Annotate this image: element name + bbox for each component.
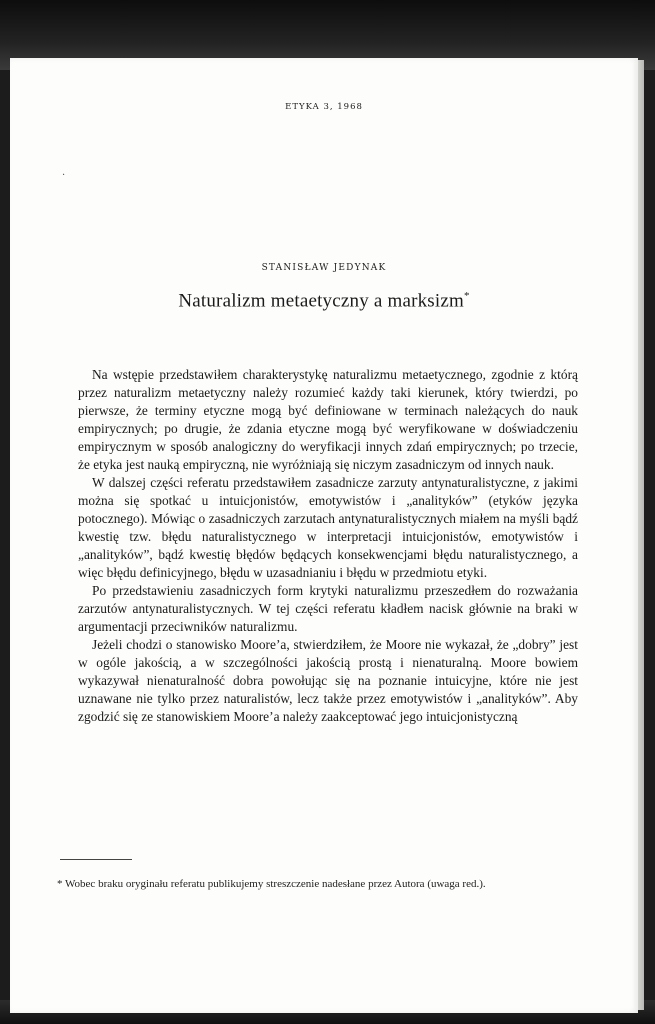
- footnote-marker: *: [463, 290, 470, 302]
- book-page: [10, 58, 638, 1013]
- article-title-text: Naturalizm metaetyczny a marksizm: [178, 290, 464, 312]
- article-body: [78, 366, 578, 726]
- stray-mark: ·: [62, 170, 66, 181]
- paragraph: Jeżeli chodzi o stanowisko Moore’a, stwierdziłem, że Moore nie wykazał, że „dobry” jest w ogóle jakością, a w szczególności jakością prostą i nienaturalną. Moore bowiem wykazywał nienaturalność dobra powołując się na poznanie intuicyjne, które nie jest uznawane nie tylko przez naturalistów, lecz także przez emotywistów i „analityków”. Aby zgodzić się ze stanowiskiem Moore’a należy zaakceptować jego intuicjonistyczną: [78, 637, 578, 724]
- paragraph: Na wstępie przedstawiłem charakterystykę naturalizmu metaetycznego, zgodnie z którą przez naturalizm metaetyczny należy rozumieć każdy taki kierunek, który twierdzi, po pierwsze, że terminy etyczne mogą być definiowane w terminach należących do nauk empirycznych; po drugie, że zdania etyczne mogą być weryfikowane w doświadczeniu empirycznym w sposób analogiczny do weryfikacji innych zdań empirycznych; po trzecie, że etyka jest nauką empiryczną, nie wyróżniają się niczym zasadniczym od innych nauk.: [78, 367, 578, 472]
- article-title: [10, 290, 638, 312]
- running-head: ETYKA 3, 1968: [285, 102, 363, 112]
- article-author: STANISŁAW JEDYNAK: [261, 263, 387, 273]
- paragraph: W dalszej części referatu przedstawiłem zasadnicze zarzuty antynaturalistyczne, z jakimi można się spotkać u intuicjonistów, emotywistów i „analityków” (etyków języka potocznego). Mówiąc o zasadniczych zarzutach antynaturalistycznych miałem na myśli bądź kwestię tzw. błędu naturalistycznego w interpretacji intuicjonistów, emotywistów i „analityków”, bądź kwestię błędów będących konsekwencjami błędu naturalistycznego, a więc błędu definicyjnego, błędu w uzasadnianiu i błędu w przedmiotu etyki.: [78, 475, 578, 580]
- footnote-divider: [60, 859, 132, 860]
- footnote: * Wobec braku oryginału referatu publikujemy streszczenie nadesłane przez Autora (uwaga red.).: [57, 878, 486, 890]
- paragraph: Po przedstawieniu zasadniczych form krytyki naturalizmu przeszedłem do rozważania zarzutów antynaturalistycznych. W tej części referatu kładłem nacisk głównie na braki w argumentacji przeciwników naturalizmu.: [78, 583, 578, 634]
